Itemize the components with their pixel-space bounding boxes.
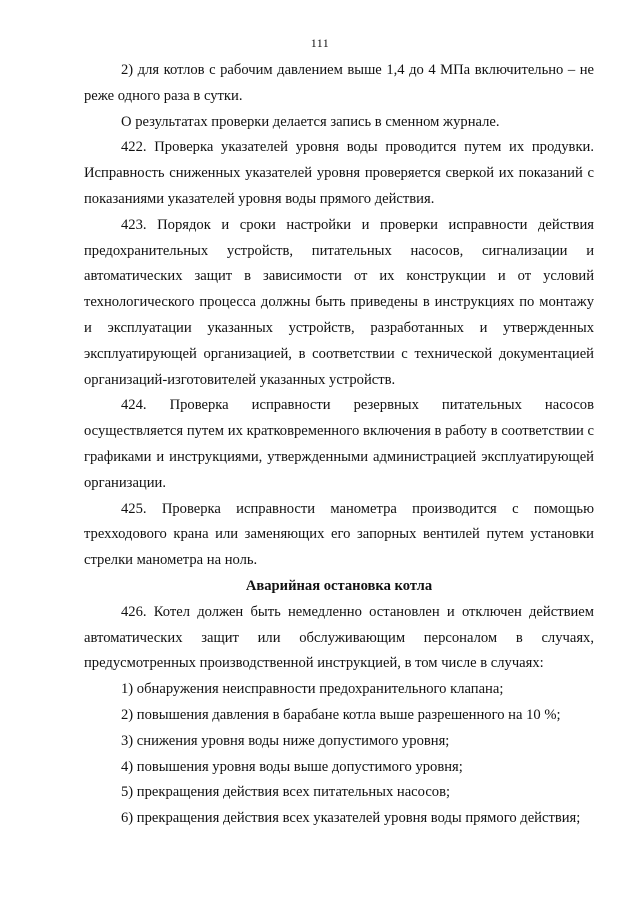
list-item: 5) прекращения действия всех питательных насосов; <box>121 784 451 801</box>
page-number: 111 <box>310 36 330 50</box>
document-body <box>84 58 594 832</box>
list-item: 1) обнаружения неисправности предохранительного клапана; <box>121 681 504 698</box>
list-item: 6) прекращения действия всех указателей уровня воды прямого действия; <box>121 810 581 827</box>
paragraph-424: 424. Проверка исправности резервных питательных насосов осуществляется путем их кратковременного включения в работу в соответствии с графиками и инструкциями, утвержденными администрацией эксплуатирующей организации. <box>84 397 594 491</box>
paragraph-shift-log: О результатах проверки делается запись в сменном журнале. <box>121 113 500 130</box>
paragraph-423: 423. Порядок и сроки настройки и проверки исправности действия предохранительных устройств, питательных насосов, сигнализации и автоматических защит в зависимости от их конструкции и от условий технологического процесса должны быть приведены в инструкциях по монтажу и эксплуатации указанных устройств, разработанных и утвержденных эксплуатирующей организацией, в соответствии с технической документацией организаций-изготовителей указанных устройств. <box>84 216 594 388</box>
paragraph-426: 426. Котел должен быть немедленно остановлен и отключен действием автоматических защит или обслуживающим персоналом в случаях, предусмотренных производственной инструкцией, в том числе в случаях: <box>84 603 594 672</box>
paragraph-422: 422. Проверка указателей уровня воды проводится путем их продувки. Исправность сниженных указателей уровня проверяется сверкой их показаний с показаниями указателей уровня воды прямого действия. <box>84 139 594 207</box>
paragraph-boiler-pressure-check: 2) для котлов с рабочим давлением выше 1,4 до 4 МПа включительно – не реже одного раза в сутки. <box>84 62 594 104</box>
paragraph-425: 425. Проверка исправности манометра производится с помощью трехходового крана или заменяющих его запорных вентилей путем установки стрелки манометра на ноль. <box>84 500 594 569</box>
list-item: 2) повышения давления в барабане котла выше разрешенного на 10 %; <box>121 706 561 723</box>
list-item: 3) снижения уровня воды ниже допустимого уровня; <box>121 732 450 749</box>
list-item: 4) повышения уровня воды выше допустимого уровня; <box>121 758 463 775</box>
section-heading: Аварийная остановка котла <box>245 577 433 594</box>
